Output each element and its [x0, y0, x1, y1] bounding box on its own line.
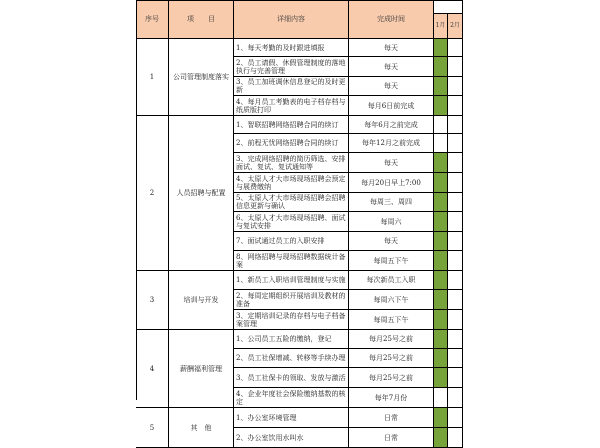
month-2-status: [448, 290, 463, 310]
month-1-status: [434, 368, 448, 388]
header-month-2: 2月: [448, 14, 463, 39]
task-detail-text: 5、太原人才大市场现场招聘会招聘信息更新与确认: [236, 194, 346, 210]
task-time-text: 每月20日早上7:00: [361, 178, 421, 187]
task-detail: [234, 153, 349, 173]
month-2-status: [448, 368, 463, 388]
month-1-status: [434, 428, 448, 448]
task-detail: [234, 408, 349, 428]
month-2-status: [448, 193, 463, 212]
task-time-text: 每周六: [380, 217, 402, 226]
section-number: [136, 39, 169, 116]
header-item: 项 目: [169, 0, 234, 39]
month-2-status: [448, 388, 463, 408]
task-detail-text: 2、办公室饮用水叫水: [236, 433, 304, 442]
task-detail-text: 4、每月员工考勤表的电子档存档与纸质版打印: [236, 97, 346, 114]
task-time: [349, 388, 434, 408]
month-2-status: [448, 232, 463, 251]
header-month-spacer: [434, 0, 463, 14]
task-time-text: 每周五下午: [373, 256, 409, 265]
task-detail-text: 2、前程无忧网络招聘合同的续订: [236, 139, 339, 147]
month-1-status: [434, 310, 448, 330]
task-detail-text: 8、网络招聘与现场招聘数据统计备案: [236, 252, 346, 269]
section-number: [136, 116, 169, 271]
section-name: [169, 116, 234, 271]
section-number: [136, 271, 169, 330]
month-2-status: [448, 408, 463, 428]
month-2-status: [448, 153, 463, 173]
task-detail-text: 7、面试通过员工的入职安排: [236, 237, 325, 245]
task-detail-text: 2、员工请假、休假管理制度的落地执行与完善管理: [236, 58, 346, 75]
task-time: [349, 116, 434, 134]
header-seq: 序号: [136, 0, 169, 39]
header-detail: 详细内容: [234, 0, 349, 39]
month-2-status: [448, 96, 463, 116]
task-time-text: 每天: [384, 62, 398, 71]
task-time: [349, 153, 434, 173]
task-detail: [234, 310, 349, 330]
header-time: 完成时间: [349, 0, 434, 39]
task-detail: [234, 271, 349, 290]
month-1-status: [434, 330, 448, 349]
section-name: [169, 330, 234, 408]
header-month-1: 1月: [434, 14, 448, 39]
task-detail-text: 2、每周定期组织开展培训及教材的准备: [236, 291, 346, 308]
month-1-status: [434, 116, 448, 134]
section-number-text: 4: [149, 364, 155, 373]
task-time-text: 每年12月之前完成: [362, 139, 420, 147]
section-number: [136, 330, 169, 408]
section-name-text: 培训与开发: [183, 296, 219, 304]
section-name-text: 公司管理制度落实: [173, 73, 229, 81]
task-detail-text: 4、太原人才大市场现场招聘会预定与展费缴纳: [236, 174, 346, 191]
task-detail: [234, 96, 349, 116]
task-time: [349, 39, 434, 57]
month-2-status: [448, 116, 463, 134]
task-detail-text: 1、新员工入职培训管理制度与实施: [236, 276, 346, 284]
task-detail-text: 2、员工社保增减、转移等手续办理: [236, 354, 346, 362]
month-1-status: [434, 388, 448, 408]
task-detail: [234, 39, 349, 57]
task-time-text: 每年7月份: [374, 393, 408, 402]
task-detail: [234, 57, 349, 77]
task-time: [349, 57, 434, 77]
task-time-text: 每次新员工入职: [366, 276, 416, 284]
month-2-status: [448, 77, 463, 96]
task-time-text: 每周三、周四: [370, 198, 412, 206]
section-name-text: 薪酬福利管理: [180, 364, 222, 373]
month-2-status: [448, 428, 463, 448]
month-2-status: [448, 251, 463, 271]
task-time: [349, 310, 434, 330]
month-1-status: [434, 134, 448, 153]
task-detail-text: 3、完成网络招聘的简历筛选、安排面试、复试、复试通知等: [236, 154, 346, 171]
task-detail: [234, 388, 349, 408]
month-2-status: [448, 330, 463, 349]
month-1-status: [434, 232, 448, 251]
month-1-status: [434, 96, 448, 116]
task-detail: [234, 349, 349, 368]
task-time: [349, 77, 434, 96]
task-detail: [234, 428, 349, 448]
task-time: [349, 271, 434, 290]
task-time: [349, 193, 434, 212]
task-detail-text: 1、办公室环境管理: [236, 413, 297, 422]
task-detail: [234, 251, 349, 271]
section-name: [169, 39, 234, 116]
task-detail-text: 3、员工社保卡的领取、发放与激活: [236, 373, 346, 382]
task-time: [349, 134, 434, 153]
task-time-text: 日常: [384, 413, 398, 422]
task-time: [349, 349, 434, 368]
task-time-text: 每周六下午: [373, 295, 409, 304]
task-detail: [234, 173, 349, 193]
month-2-status: [448, 39, 463, 57]
task-detail: [234, 330, 349, 349]
month-2-status: [448, 173, 463, 193]
task-time: [349, 368, 434, 388]
task-time: [349, 232, 434, 251]
task-time: [349, 290, 434, 310]
section-number-text: 1: [149, 73, 155, 81]
task-time-text: 每天: [384, 237, 398, 245]
task-detail: [234, 212, 349, 232]
task-detail-text: 1、智联招聘网络招聘合同的续订: [236, 120, 339, 129]
task-detail: [234, 116, 349, 134]
task-time-text: 每月25号之前: [369, 373, 413, 382]
task-time: [349, 251, 434, 271]
task-detail: [234, 232, 349, 251]
task-time: [349, 408, 434, 428]
task-detail-text: 3、定期培训记录的存档与电子档备案管理: [236, 311, 346, 328]
section-name-text: 其 他: [190, 423, 212, 432]
month-2-status: [448, 134, 463, 153]
month-1-status: [434, 77, 448, 96]
task-time-text: 每周五下午: [373, 315, 409, 324]
month-1-status: [434, 408, 448, 428]
task-time-text: 每月25号之前: [369, 354, 413, 362]
task-time: [349, 96, 434, 116]
month-2-status: [448, 57, 463, 77]
month-1-status: [434, 173, 448, 193]
section-name-text: 人员招聘与配置: [176, 189, 226, 197]
month-1-status: [434, 349, 448, 368]
section-name: [169, 271, 234, 330]
task-time-text: 每天: [384, 82, 398, 90]
section-number: [136, 408, 169, 448]
section-number-text: 2: [149, 189, 155, 197]
task-time-text: 每天: [384, 43, 398, 52]
month-1-status: [434, 290, 448, 310]
task-time: [349, 173, 434, 193]
month-1-status: [434, 57, 448, 77]
section-number-text: 3: [149, 296, 155, 304]
month-1-status: [434, 153, 448, 173]
month-2-status: [448, 212, 463, 232]
task-time-text: 每月25号之前: [369, 335, 413, 343]
task-detail-text: 3、员工加班调休信息登记的及时更新: [236, 78, 346, 94]
task-time: [349, 212, 434, 232]
section-name: [169, 408, 234, 448]
task-time-text: 每年6月之前完成: [364, 120, 418, 129]
task-time-text: 每月6日前完成: [367, 101, 415, 110]
task-time: [349, 330, 434, 349]
task-detail-text: 6、太原人才大市场现场招聘、面试与复试安排: [236, 213, 346, 230]
task-detail-text: 4、企业年度社会保险缴纳基数的核定: [236, 389, 346, 406]
task-detail: [234, 134, 349, 153]
month-2-status: [448, 349, 463, 368]
task-detail-text: 1、每天考勤的及时跟进填报: [236, 43, 325, 52]
task-time-text: 日常: [384, 433, 398, 442]
task-time: [349, 428, 434, 448]
task-detail: [234, 193, 349, 212]
month-2-status: [448, 271, 463, 290]
task-detail: [234, 290, 349, 310]
work-plan-table: [136, 0, 463, 442]
month-1-status: [434, 212, 448, 232]
task-detail: [234, 368, 349, 388]
month-1-status: [434, 193, 448, 212]
task-detail: [234, 77, 349, 96]
task-time-text: 每天: [384, 158, 398, 167]
month-1-status: [434, 251, 448, 271]
section-number-text: 5: [149, 423, 155, 432]
month-1-status: [434, 271, 448, 290]
task-detail-text: 1、公司员工五险的缴纳，登记: [236, 335, 332, 343]
month-2-status: [448, 310, 463, 330]
month-1-status: [434, 39, 448, 57]
